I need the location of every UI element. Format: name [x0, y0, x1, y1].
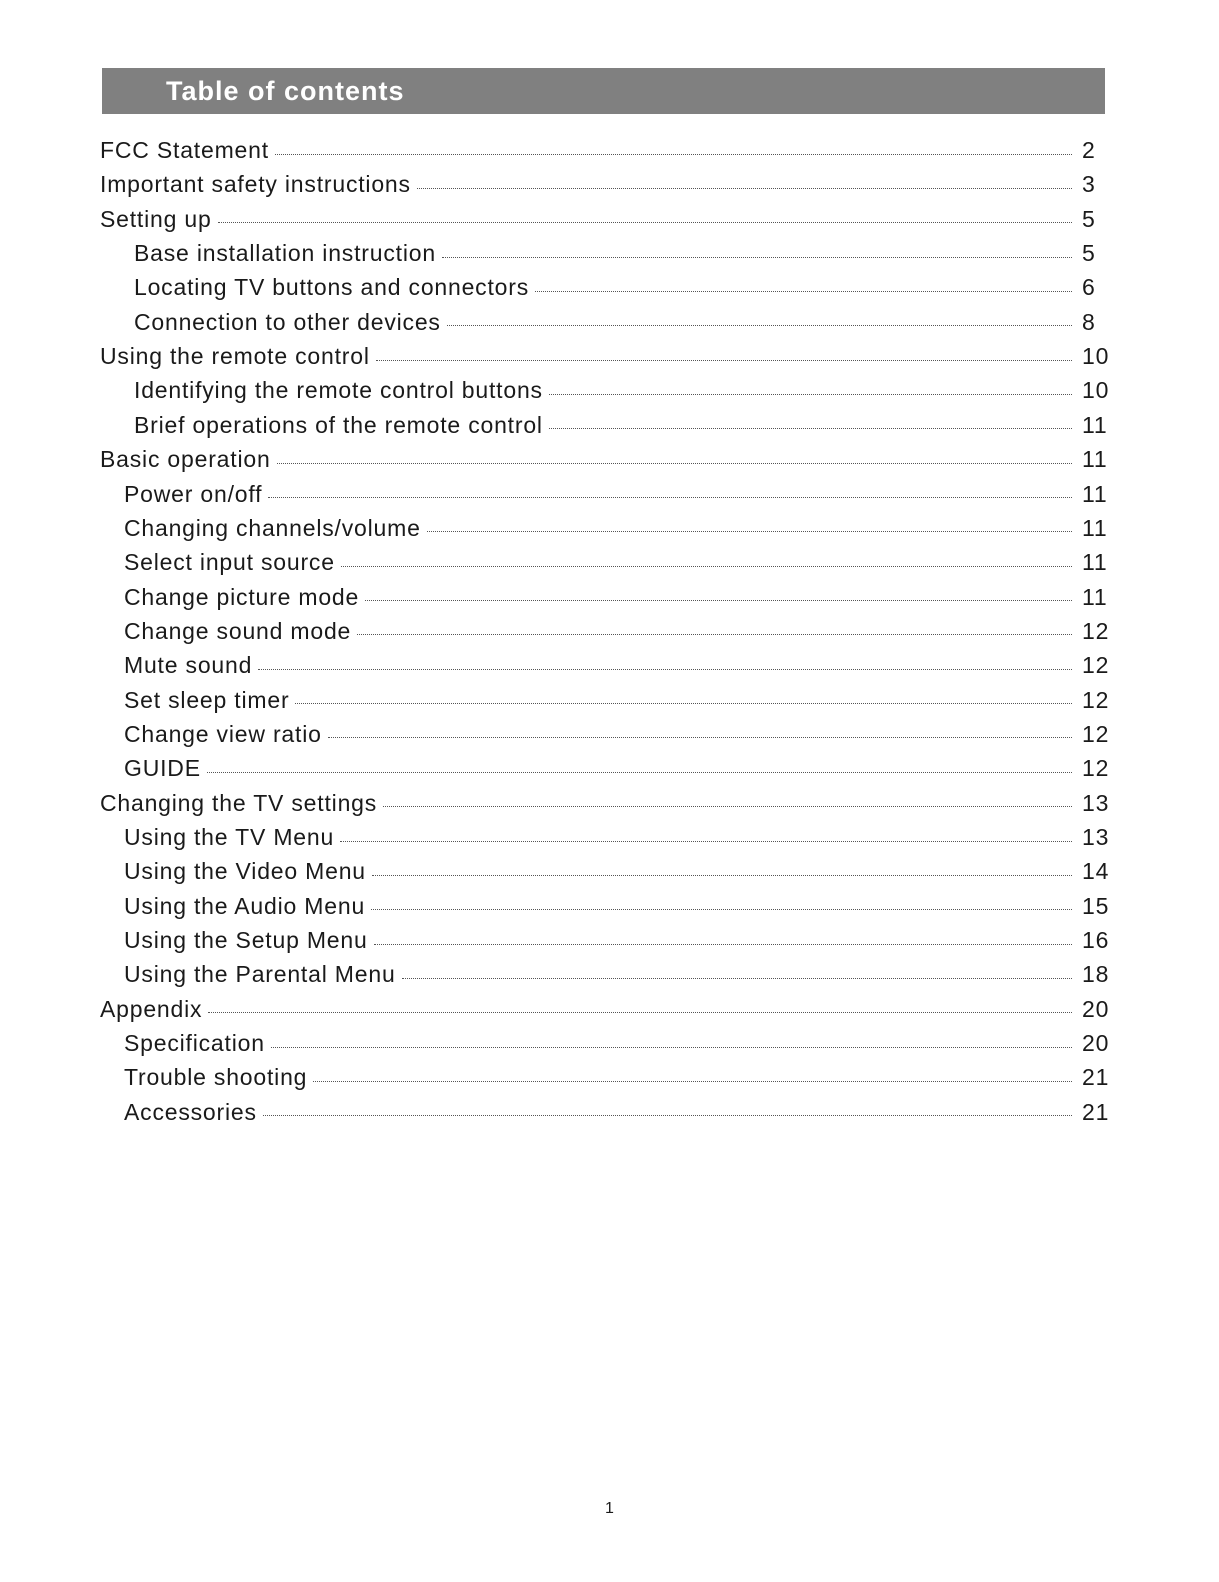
toc-entry-page: 11 — [1082, 583, 1108, 610]
toc-dot-leader — [275, 154, 1072, 155]
toc-entry-page: 5 — [1082, 205, 1096, 232]
toc-dot-leader — [341, 566, 1072, 567]
toc-dot-leader — [402, 978, 1072, 979]
toc-entry-page: 13 — [1082, 824, 1110, 850]
toc-entry-page: 5 — [1082, 240, 1096, 267]
toc-entry[interactable] — [124, 755, 1110, 785]
toc-entry-label: Using the Audio Menu — [124, 892, 366, 919]
toc-entry-label: Using the Setup Menu — [124, 927, 368, 954]
toc-dot-leader — [268, 497, 1072, 498]
toc-dot-leader — [328, 737, 1072, 738]
toc-dot-leader — [374, 944, 1072, 945]
toc-dot-leader — [535, 291, 1072, 292]
toc-dot-leader — [340, 841, 1072, 842]
toc-entry[interactable] — [100, 343, 1110, 373]
toc-entry[interactable] — [100, 446, 1108, 476]
toc-entry-label: Trouble shooting — [124, 1064, 308, 1091]
toc-entry[interactable] — [124, 583, 1108, 614]
toc-entry[interactable] — [124, 1098, 1110, 1129]
toc-entry-page: 11 — [1082, 480, 1108, 507]
toc-dot-leader — [383, 806, 1072, 807]
toc-dot-leader — [208, 1012, 1072, 1013]
toc-entry[interactable] — [124, 549, 1108, 579]
toc-entry-page: 15 — [1082, 892, 1110, 919]
toc-entry[interactable] — [100, 789, 1110, 820]
toc-entry[interactable] — [124, 480, 1108, 511]
toc-entry[interactable] — [124, 961, 1110, 991]
toc-entry-page: 20 — [1082, 1030, 1110, 1057]
toc-entry-label: Mute sound — [124, 652, 253, 679]
toc-dot-leader — [295, 703, 1072, 704]
toc-entry-label: Change sound mode — [124, 617, 352, 644]
toc-entry[interactable] — [134, 240, 1096, 270]
toc-dot-leader — [218, 222, 1072, 223]
toc-dot-leader — [549, 428, 1072, 429]
toc-entry-page: 12 — [1082, 686, 1110, 713]
toc-entry-label: Identifying the remote control buttons — [134, 377, 543, 404]
toc-entry-page: 11 — [1082, 549, 1108, 576]
toc-entry-label: Set sleep timer — [124, 686, 290, 713]
toc-entry-label: Select input source — [124, 549, 335, 576]
toc-entry-label: Important safety instructions — [100, 171, 411, 198]
toc-dot-leader — [357, 634, 1072, 635]
toc-dot-leader — [277, 463, 1072, 464]
toc-entry-page: 2 — [1082, 137, 1096, 163]
toc-entry-page: 10 — [1082, 377, 1110, 404]
toc-entry-label: Using the Parental Menu — [124, 961, 396, 988]
toc-dot-leader — [313, 1081, 1072, 1082]
toc-entry-page: 21 — [1082, 1064, 1110, 1091]
toc-entry-page: 12 — [1082, 755, 1110, 782]
toc-dot-leader — [376, 360, 1072, 361]
toc-entry-label: Using the Video Menu — [124, 858, 366, 885]
toc-entry[interactable] — [124, 1030, 1110, 1060]
toc-entry[interactable] — [134, 308, 1096, 339]
toc-entry-label: Changing the TV settings — [100, 789, 378, 816]
toc-entry-page: 20 — [1082, 995, 1110, 1022]
toc-entry-page: 3 — [1082, 171, 1096, 198]
toc-entry[interactable] — [124, 927, 1110, 957]
toc-entry-page: 11 — [1082, 411, 1108, 438]
toc-dot-leader — [207, 772, 1072, 773]
toc-entry-label: Accessories — [124, 1098, 257, 1125]
page-number: 1 — [605, 1500, 614, 1517]
toc-entry-page: 12 — [1082, 720, 1110, 747]
toc-entry-label: Specification — [124, 1030, 265, 1057]
toc-dot-leader — [263, 1115, 1072, 1116]
toc-entry-page: 14 — [1082, 858, 1110, 885]
toc-entry[interactable] — [124, 858, 1110, 888]
toc-entry-label: Changing channels/volume — [124, 514, 421, 541]
toc-dot-leader — [417, 188, 1072, 189]
toc-entry[interactable] — [124, 892, 1110, 923]
toc-entry-page: 16 — [1082, 927, 1110, 954]
toc-dot-leader — [447, 325, 1072, 326]
toc-dot-leader — [258, 669, 1072, 670]
toc-entry-page: 12 — [1082, 652, 1110, 679]
toc-entry-label: Change view ratio — [124, 720, 322, 747]
toc-entry-label: Appendix — [100, 995, 203, 1022]
toc-entry-label: Brief operations of the remote control — [134, 411, 543, 438]
toc-entry[interactable] — [124, 617, 1110, 648]
toc-entry-label: Using the TV Menu — [124, 824, 335, 850]
toc-entry[interactable] — [100, 995, 1110, 1026]
toc-entry-page: 11 — [1082, 514, 1108, 541]
toc-entry[interactable] — [124, 514, 1108, 545]
toc-entry[interactable] — [100, 205, 1096, 236]
toc-dot-leader — [372, 875, 1072, 876]
toc-entry-page: 21 — [1082, 1098, 1110, 1125]
toc-entry-page: 11 — [1082, 446, 1108, 473]
toc-entry[interactable] — [124, 686, 1110, 717]
toc-entry-label: GUIDE — [124, 755, 201, 782]
toc-dot-leader — [365, 600, 1072, 601]
toc-entry[interactable] — [124, 652, 1110, 682]
toc-entry-label: Basic operation — [100, 446, 271, 473]
toc-entry-label: Base installation instruction — [134, 240, 436, 267]
toc-entry-page: 12 — [1082, 617, 1110, 644]
toc-entry[interactable] — [134, 274, 1096, 304]
toc-dot-leader — [427, 531, 1072, 532]
toc-dot-leader — [442, 257, 1072, 258]
toc-entry-label: Locating TV buttons and connectors — [134, 274, 530, 301]
toc-entry-page: 6 — [1082, 274, 1096, 301]
toc-entry-page: 13 — [1082, 789, 1110, 816]
toc-entry[interactable] — [124, 720, 1110, 751]
toc-entry-page: 18 — [1082, 961, 1110, 988]
toc-dot-leader — [549, 394, 1072, 395]
page-title: Table of contents — [166, 75, 405, 106]
toc-dot-leader — [271, 1047, 1072, 1048]
toc-entry-page: 10 — [1082, 343, 1110, 370]
toc-entry[interactable] — [100, 137, 1096, 167]
toc-entry-label: Setting up — [100, 205, 212, 232]
toc-entry-label: Using the remote control — [100, 343, 370, 370]
toc-entry-label: FCC Statement — [100, 137, 269, 163]
toc-entry[interactable] — [134, 377, 1110, 407]
toc-entry[interactable] — [100, 171, 1096, 201]
toc-entry-label: Change picture mode — [124, 583, 360, 610]
toc-entry-label: Power on/off — [124, 480, 263, 507]
toc-dot-leader — [371, 909, 1072, 910]
toc-entry-label: Connection to other devices — [134, 308, 441, 335]
toc-entry-page: 8 — [1082, 308, 1096, 335]
toc-entry[interactable] — [134, 411, 1108, 442]
toc-entry[interactable] — [124, 1064, 1110, 1094]
toc-entry[interactable] — [124, 824, 1110, 854]
